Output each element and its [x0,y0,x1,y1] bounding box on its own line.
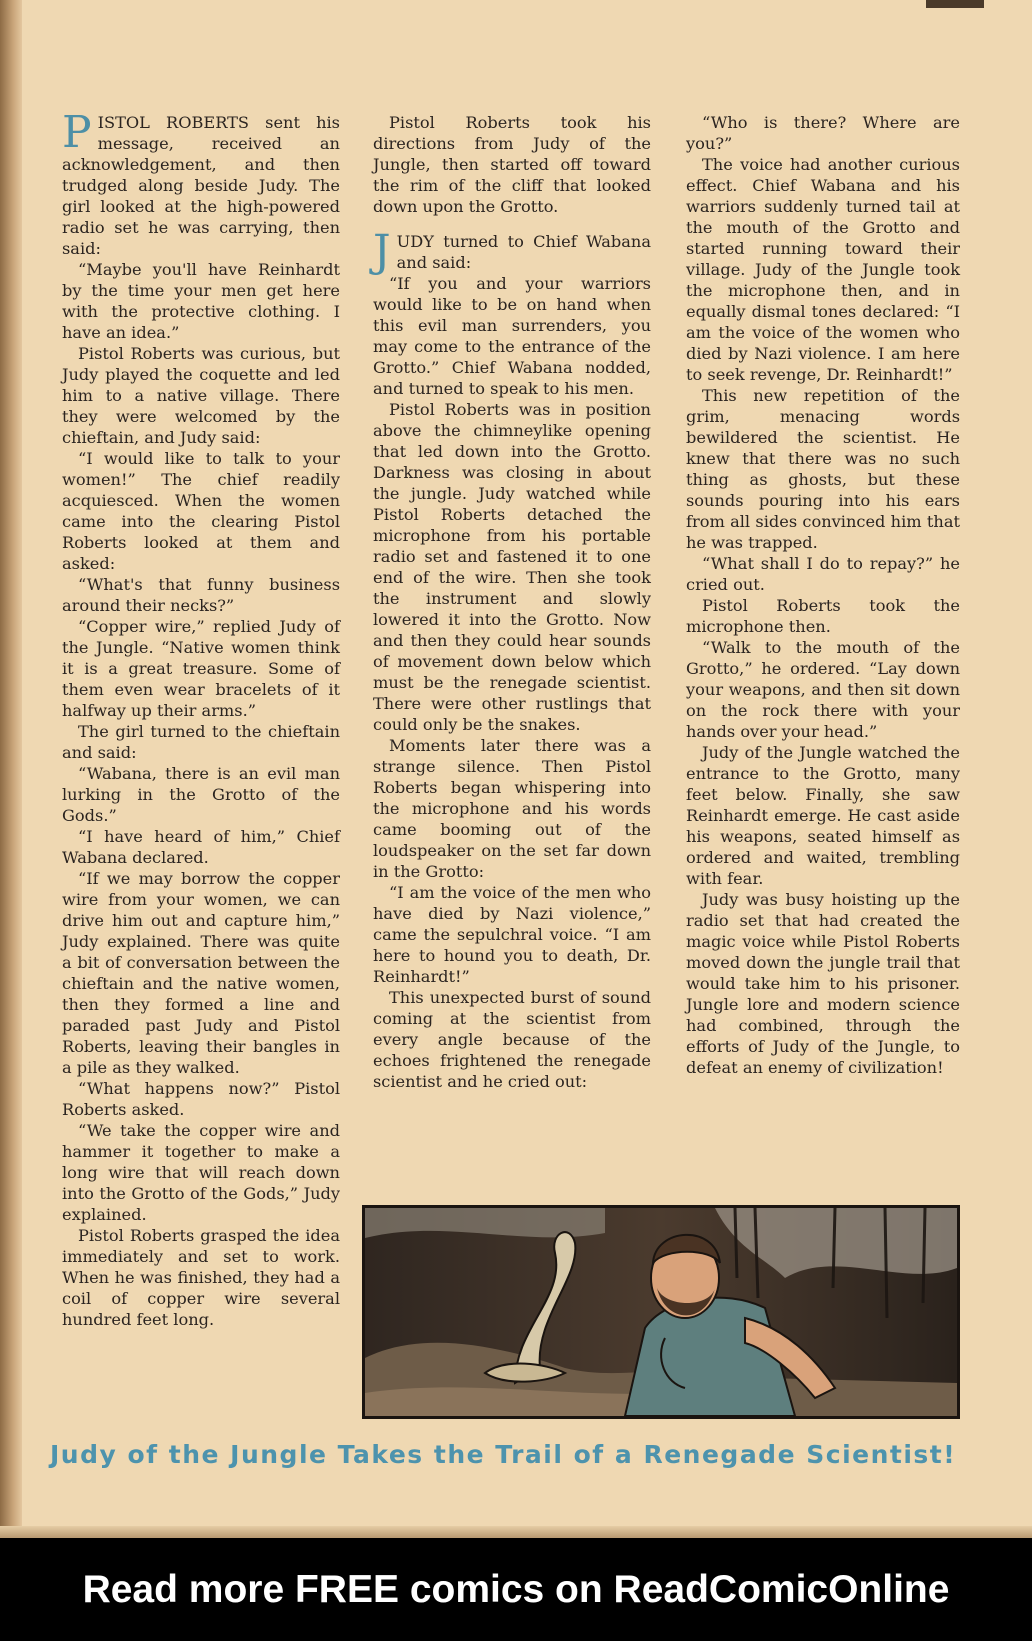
page-bottom-edge [0,1526,1032,1538]
story-paragraph [686,595,960,637]
paragraph-text: “Wabana, there is an evil man lurking in the Grotto of the Gods.” [62,764,340,825]
story-paragraph [62,107,340,259]
illustration-panel [362,1205,960,1419]
story-paragraph [686,385,960,553]
paragraph-text: Judy was busy hoisting up the radio set that had created the magic voice while Pistol Roberts moved down the jungle trail that would take him to his prisoner. Jungle lore and modern science had combined, through the efforts of Judy of the Jungle, to defeat an enemy of civilization! [686,890,960,1077]
paragraph-text: “What shall I do to repay?” he cried out. [686,554,960,594]
page-top-marker [926,0,984,8]
story-paragraph [62,721,340,763]
paragraph-text: Pistol Roberts took his directions from Judy of the Jungle, then started off toward the rim of the cliff that looked down upon the Grotto. [373,113,651,216]
site-banner-text[interactable]: Read more FREE comics on ReadComicOnline [82,1567,950,1611]
story-paragraph [373,987,651,1092]
story-title-caption: Judy of the Jungle Takes the Trail of a Renegade Scientist! [50,1440,957,1469]
paragraph-text: This new repetition of the grim, menacing words bewildered the scientist. He knew that there was no such thing as ghosts, but these sounds pouring into his ears from all sides convinced him that he was trapped. [686,386,960,552]
story-paragraph [373,882,651,987]
paragraph-text: Moments later there was a strange silence. Then Pistol Roberts began whispering into the microphone and his words came booming out of the loudspeaker on the set far down in the Grotto: [373,736,651,881]
paragraph-text: “If we may borrow the copper wire from your women, we can drive him out and capture him,” Judy explained. There was quite a bit of conversation between the chieftain and the native women, then they formed a line and paraded past Judy and Pistol Roberts, leaving their bangles in a pile as they walked. [62,869,340,1077]
story-paragraph [62,763,340,826]
paragraph-text: The voice had another curious effect. Chief Wabana and his warriors suddenly turned tail at the mouth of the Grotto and started running toward their village. Judy of the Jungle took the microphone then, and in equally dismal tones declared: “I am the voice of the women who died by Nazi violence. I am here to seek revenge, Dr. Reinhardt!” [686,155,960,384]
story-paragraph [62,574,340,616]
page-spine-edge [0,0,22,1538]
paragraph-text: This unexpected burst of sound coming at the scientist from every angle because of the echoes frightened the renegade scientist and he cried out: [373,988,651,1091]
site-banner[interactable] [0,1538,1032,1641]
story-paragraph [373,273,651,399]
paragraph-text: “I would like to talk to your women!” The chief readily acquiesced. When the women came into the clearing Pistol Roberts looked at them and asked: [62,449,340,573]
text-column-3 [686,112,960,1078]
paragraph-text: “I have heard of him,” Chief Wabana declared. [62,827,340,867]
paragraph-text: ISTOL ROBERTS sent his message, received an acknowledgement, and then trudged along beside Judy. The girl looked at the high-powered radio set he was carrying, then said: [62,113,340,258]
paragraph-text: “Copper wire,” replied Judy of the Jungle. “Native women think it is a great treasure. Some of them even wear bracelets of it halfway up their arms.” [62,617,340,720]
story-paragraph [62,826,340,868]
drop-cap: J [373,226,391,277]
paragraph-text: UDY turned to Chief Wabana and said: [396,232,651,272]
story-paragraph [62,1225,340,1330]
paragraph-text: “What happens now?” Pistol Roberts asked. [62,1079,340,1119]
paragraph-text: “If you and your warriors would like to be on hand when this evil man surrenders, you may come to the entrance of the Grotto.” Chief Wabana nodded, and turned to speak to his men. [373,274,651,398]
story-paragraph [373,226,651,277]
story-paragraph [686,742,960,889]
paragraph-text: “Walk to the mouth of the Grotto,” he ordered. “Lay down your weapons, and then sit down on the rock there with your hands over your head.” [686,638,960,741]
story-paragraph [62,448,340,574]
paragraph-text: Pistol Roberts took the microphone then. [686,596,960,636]
reinhardt-illustration [365,1208,957,1416]
paragraph-text: The girl turned to the chieftain and said: [62,722,340,762]
story-paragraph [686,154,960,385]
story-paragraph [686,889,960,1078]
drop-cap: P [62,107,92,158]
story-paragraph [62,1120,340,1225]
paragraph-text: “We take the copper wire and hammer it together to make a long wire that will reach down into the Grotto of the Gods,” Judy explained. [62,1121,340,1224]
paragraph-text: “I am the voice of the men who have died by Nazi violence,” came the sepulchral voice. “I am here to hound you to death, Dr. Reinhardt!” [373,883,651,986]
story-paragraph [62,343,340,448]
paragraph-text: Judy of the Jungle watched the entrance to the Grotto, many feet below. Finally, she saw Reinhardt emerge. He cast aside his weapons, seated himself as ordered and waited, trembling with fear. [686,743,960,888]
paragraph-text: “Maybe you'll have Reinhardt by the time your men get here with the protective clothing. I have an idea.” [62,260,340,342]
text-column-1 [62,107,340,1330]
story-paragraph [686,553,960,595]
paragraph-text: “Who is there? Where are you?” [686,113,960,153]
story-paragraph [373,735,651,882]
story-paragraph [686,637,960,742]
story-paragraph [62,259,340,343]
text-column-2 [373,112,651,1092]
paragraph-text: Pistol Roberts was curious, but Judy played the coquette and led him to a native village. There they were welcomed by the chieftain, and Judy said: [62,344,340,447]
paragraph-text: “What's that funny business around their necks?” [62,575,340,615]
paragraph-text: Pistol Roberts grasped the idea immediately and set to work. When he was finished, they had a coil of copper wire several hundred feet long. [62,1226,340,1329]
paragraph-text: Pistol Roberts was in position above the chimneylike opening that led down into the Grotto. Darkness was closing in about the jungle. Judy watched while Pistol Roberts detached the microphone from his portable radio set and fastened it to one end of the wire. Then she took the instrument and slowly lowered it into the Grotto. Now and then they could hear sounds of movement down below which must be the renegade scientist. There were other rustlings that could only be the snakes. [373,400,651,734]
story-paragraph [62,1078,340,1120]
story-paragraph [62,868,340,1078]
story-paragraph [373,112,651,217]
story-paragraph [62,616,340,721]
story-paragraph [686,112,960,154]
story-paragraph [373,399,651,735]
